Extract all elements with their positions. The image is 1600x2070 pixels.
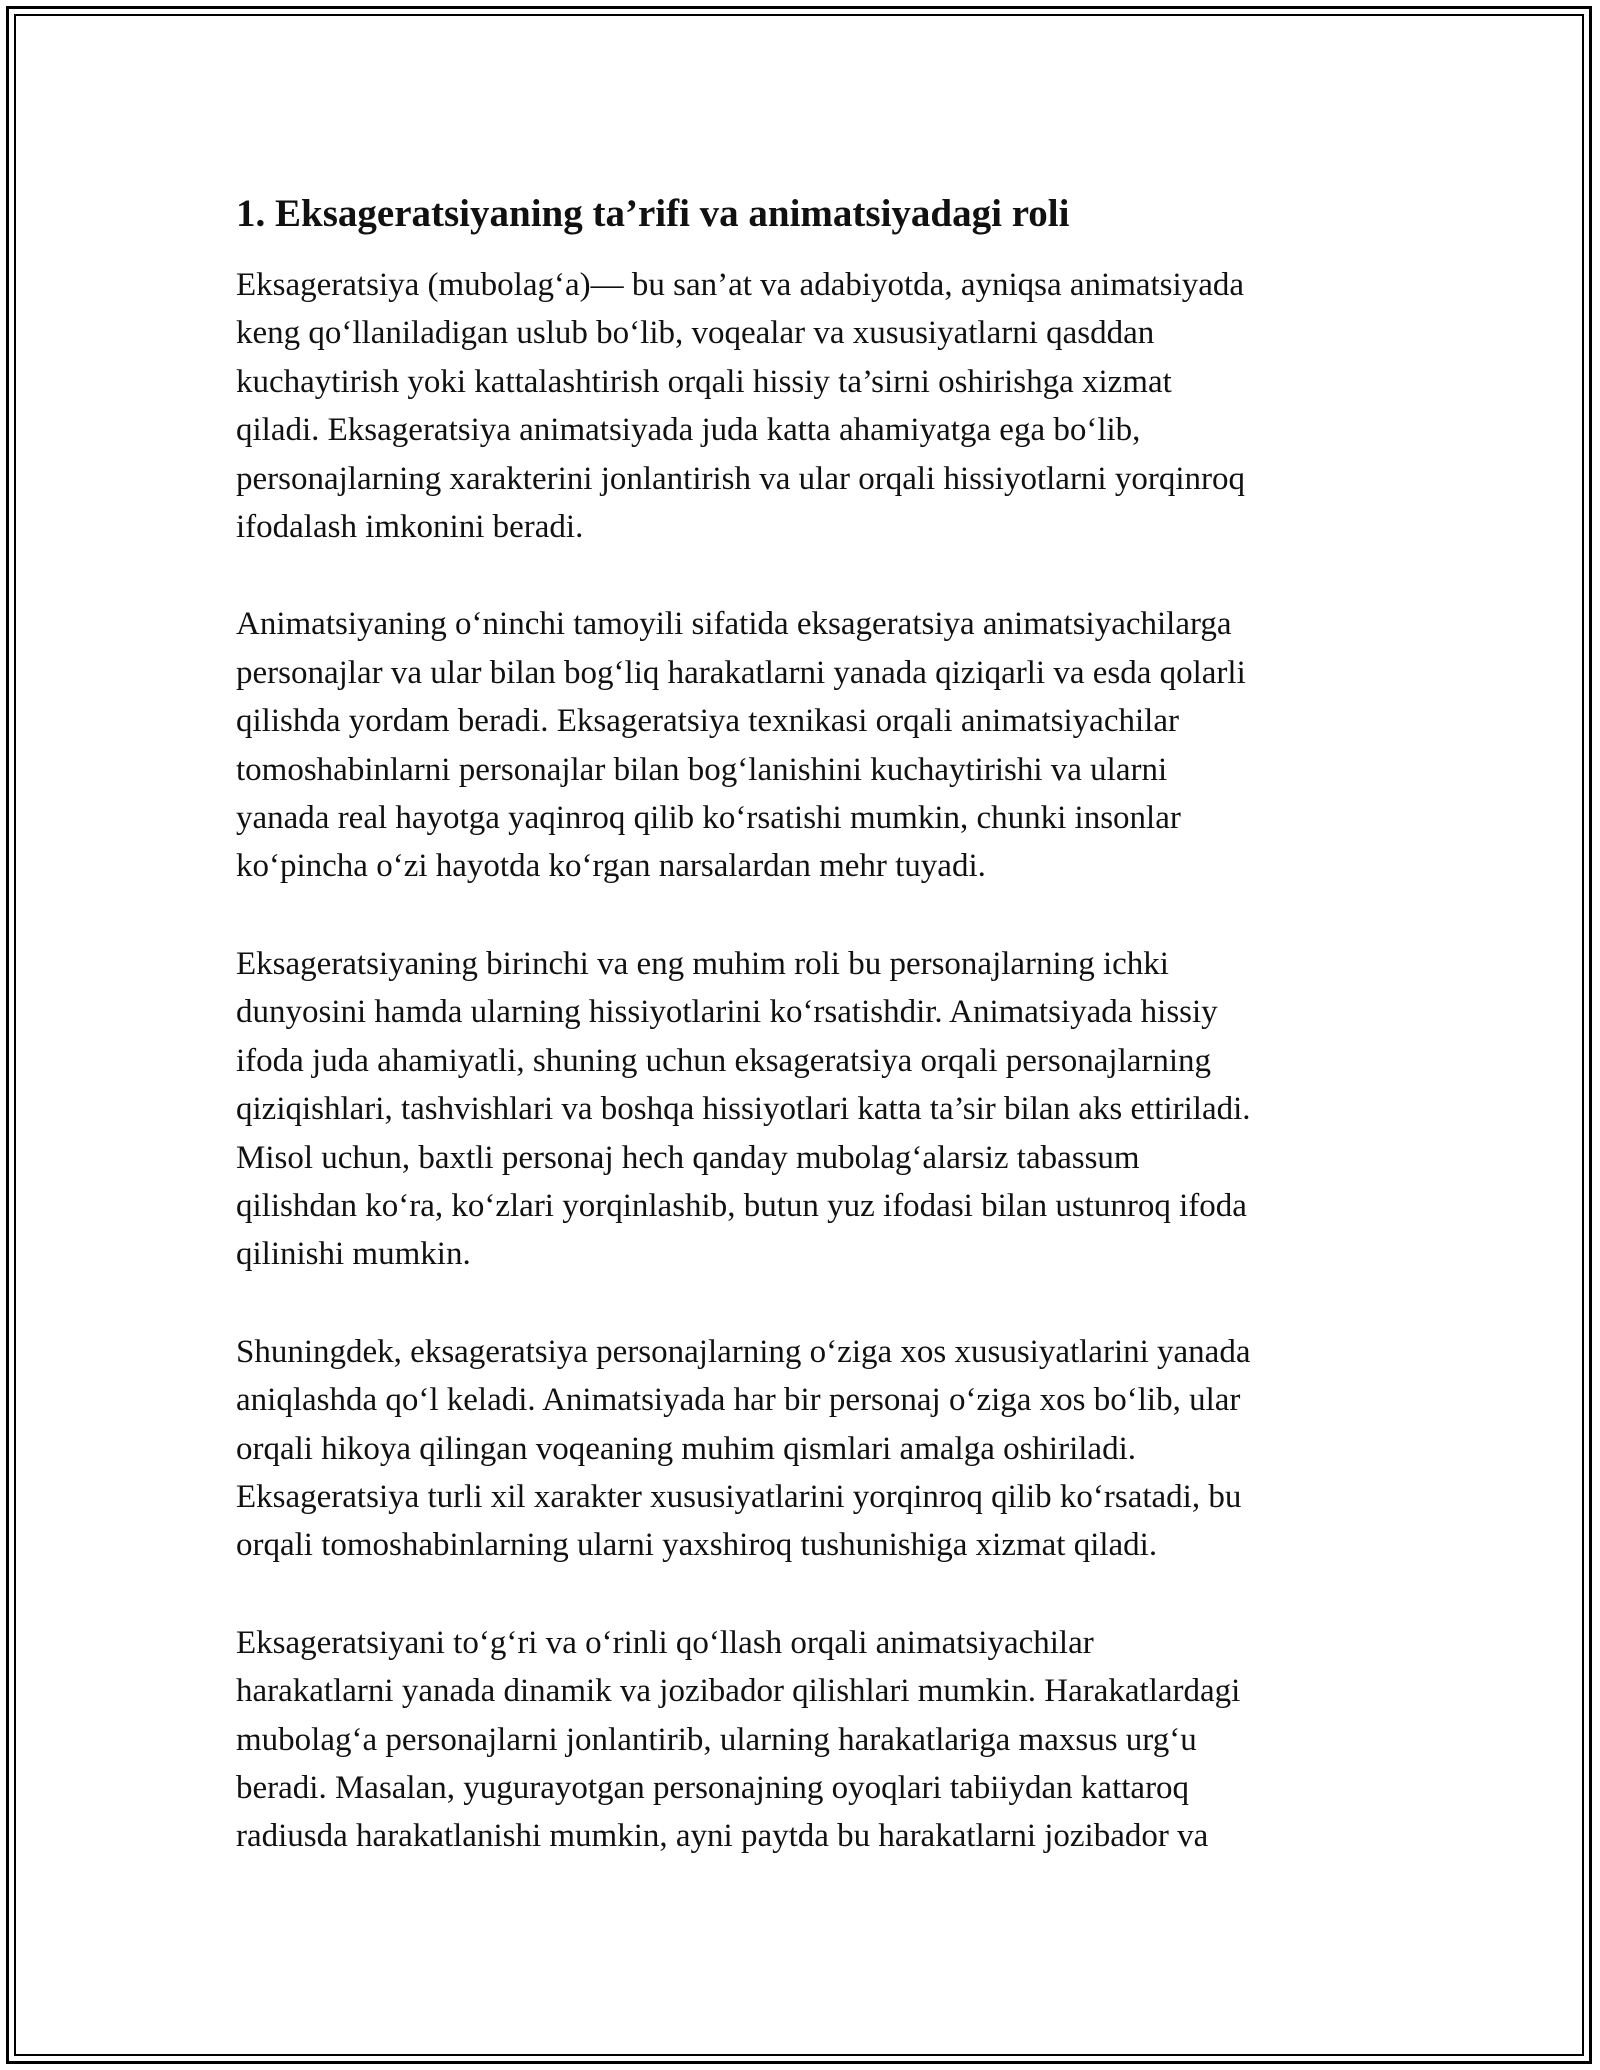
paragraph-2: Animatsiyaning o‘ninchi tamoyili sifatida eksageratsiya animatsiyachilarga personajlar va ular bilan bog‘liq harakatlarni yanada qiziqarli va esda qolarli qilishda yordam beradi. Eksageratsiya texnikasi orqali animatsiyachilar tomoshabinlarni personajlar bilan bog‘lanishini kuchaytirishi va ularni yanada real hayotga yaqinroq qilib ko‘rsatishi mumkin, chunki insonlar ko‘pincha o‘zi hayotda ko‘rgan narsalardan mehr tuyadi.	[236, 606, 1246, 885]
paragraph-5: Eksageratsiyani to‘g‘ri va o‘rinli qo‘llash orqali animatsiyachilar harakatlarni yanada dinamik va jozibador qilishlari mumkin. Harakatlardagi mubolag‘a personajlarni jonlantirib, ularning harakatlariga maxsus urg‘u beradi. Masalan, yugurayotgan personajning oyoqlari tabiiydan kattaroq radiusda harakatlanishi mumkin, ayni paytda bu harakatlarni jozibador va	[236, 1624, 1241, 1855]
paragraph-1: Eksageratsiya (mubolag‘a)— bu san’at va adabiyotda, ayniqsa animatsiyada keng qo‘llaniladigan uslub bo‘lib, voqealar va xususiyatlarni qasddan kuchaytirish yoki kattalashtirish orqali hissiy ta’sirni oshirishga xizmat qiladi. Eksageratsiya animatsiyada juda katta ahamiyatga ega bo‘lib, personajlarning xarakterini jonlantirish va ular orqali hissiyotlarni yorqinroq ifodalash imkonini beradi.	[236, 267, 1245, 546]
section-heading: 1. Eksageratsiyaning ta’rifi va animatsiyadagi roli	[236, 192, 1070, 235]
document-body	[236, 188, 1366, 1861]
paragraph-3: Eksageratsiyaning birinchi va eng muhim roli bu personajlarning ichki dunyosini hamda ularning hissiyotlarini ko‘rsatishdir. Animatsiyada hissiy ifoda juda ahamiyatli, shuning uchun eksageratsiya orqali personajlarning qiziqishlari, tashvishlari va boshqa hissiyotlari katta ta’sir bilan aks ettiriladi. Misol uchun, baxtli personaj hech qanday mubolag‘alarsiz tabassum qilishdan ko‘ra, ko‘zlari yorqinlashib, butun yuz ifodasi bilan ustunroq ifoda qilinishi mumkin.	[236, 945, 1251, 1273]
paragraph-4: Shuningdek, eksageratsiya personajlarning o‘ziga xos xususiyatlarini yanada aniqlashda qo‘l keladi. Animatsiyada har bir personaj o‘ziga xos bo‘lib, ular orqali hikoya qilingan voqeaning muhim qismlari amalga oshiriladi. Eksageratsiya turli xil xarakter xususiyatlarini yorqinroq qilib ko‘rsatadi, bu orqali tomoshabinlarning ularni yaxshiroq tushunishiga xizmat qiladi.	[236, 1333, 1251, 1564]
